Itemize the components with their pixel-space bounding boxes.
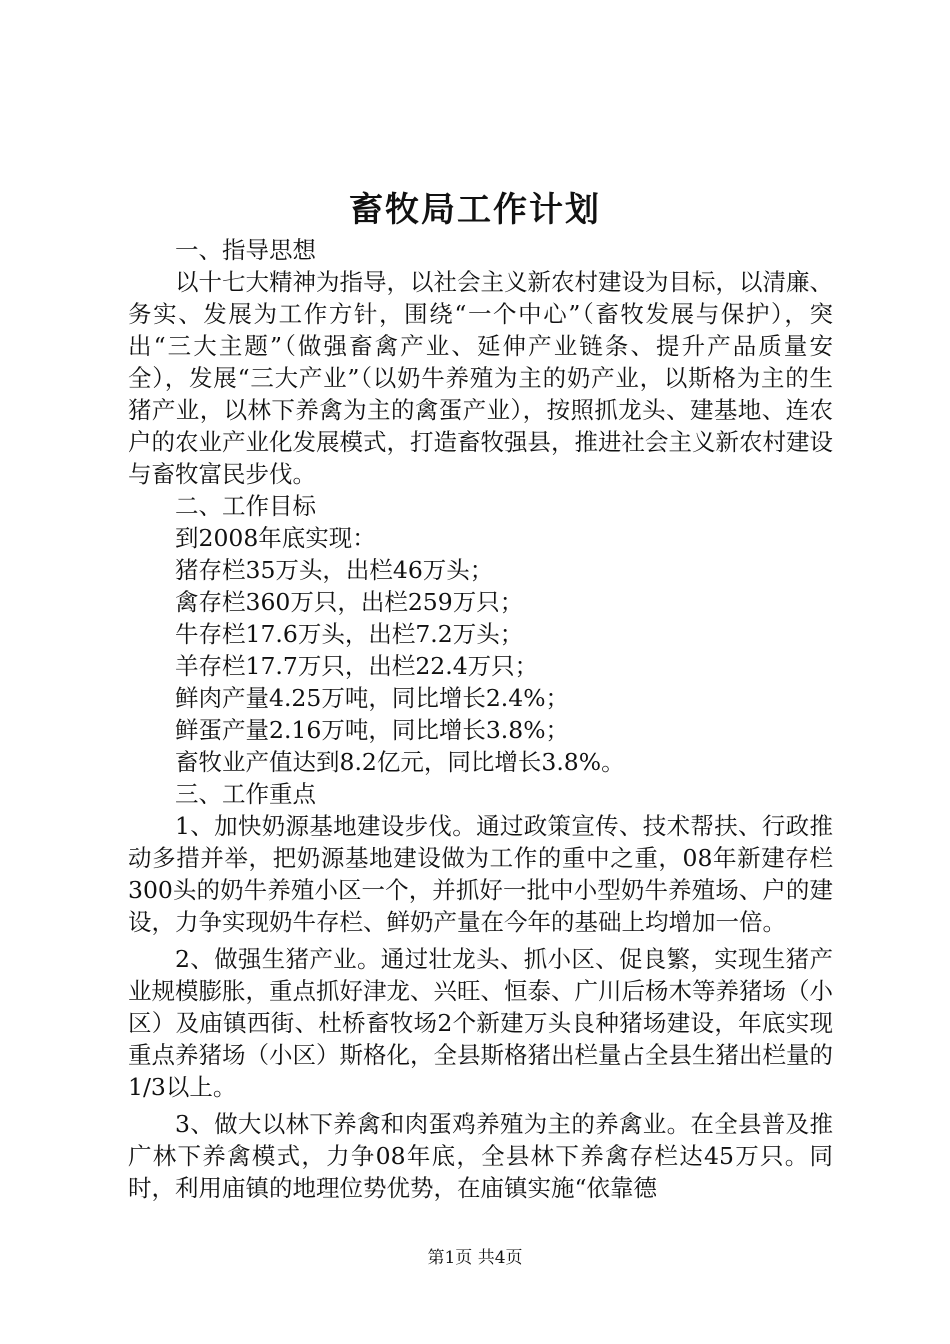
- body-paragraph: 2、做强生猪产业。通过壮龙头、抓小区、促良繁，实现生猪产业规模膨胀，重点抓好津龙、兴旺、恒泰、广川后杨木等养猪场（小区）及庙镇西街、杜桥畜牧场2个新建万头良种猪场建设，年底实现重点养猪场（小区）斯格化，全县斯格猪出栏量占全县生猪出栏量的1/3以上。: [128, 945, 833, 1101]
- list-item: 到2008年底实现：: [175, 524, 376, 552]
- list-item: 鲜肉产量4.25万吨，同比增长2.4%；: [175, 684, 570, 712]
- list-item: 畜牧业产值达到8.2亿元，同比增长3.8%。: [175, 748, 625, 776]
- list-item: 禽存栏360万只，出栏259万只；: [175, 588, 524, 616]
- body-paragraph: 3、做大以林下养禽和肉蛋鸡养殖为主的养禽业。在全县普及推广林下养禽模式，力争08年底，全县林下养禽存栏达45万只。同时，利用庙镇的地理位势优势，在庙镇实施“依靠德: [128, 1110, 833, 1202]
- list-item: 鲜蛋产量2.16万吨，同比增长3.8%；: [175, 716, 570, 744]
- page-number: 第1页 共4页: [427, 1248, 523, 1268]
- body-paragraph: 1、加快奶源基地建设步伐。通过政策宣传、技术帮扶、行政推动多措并举，把奶源基地建设做为工作的重中之重，08年新建存栏300头的奶牛养殖小区一个，并抓好一批中小型奶牛养殖场、户的建设，力争实现奶牛存栏、鲜奶产量在今年的基础上均增加一倍。: [128, 812, 833, 936]
- body-paragraph: 以十七大精神为指导，以社会主义新农村建设为目标，以清廉、务实、发展为工作方针，围绕“一个中心”（畜牧发展与保护），突出“三大主题”（做强畜禽产业、延伸产业链条、提升产品质量安全），发展“三大产业”（以奶牛养殖为主的奶产业，以斯格为主的生猪产业，以林下养禽为主的禽蛋产业），按照抓龙头、建基地、连农户的农业产业化发展模式，打造畜牧强县，推进社会主义新农村建设与畜牧富民步伐。: [128, 268, 833, 488]
- section-heading: 三、工作重点: [175, 780, 316, 808]
- section-heading: 一、指导思想: [175, 236, 316, 264]
- list-item: 猪存栏35万头，出栏46万头；: [175, 556, 494, 584]
- list-item: 牛存栏17.6万头，出栏7.2万头；: [175, 620, 524, 648]
- document-title: 畜牧局工作计划: [349, 190, 601, 230]
- list-item: 羊存栏17.7万只，出栏22.4万只；: [175, 652, 539, 680]
- document-body: [128, 234, 833, 1204]
- section-heading: 二、工作目标: [175, 492, 316, 520]
